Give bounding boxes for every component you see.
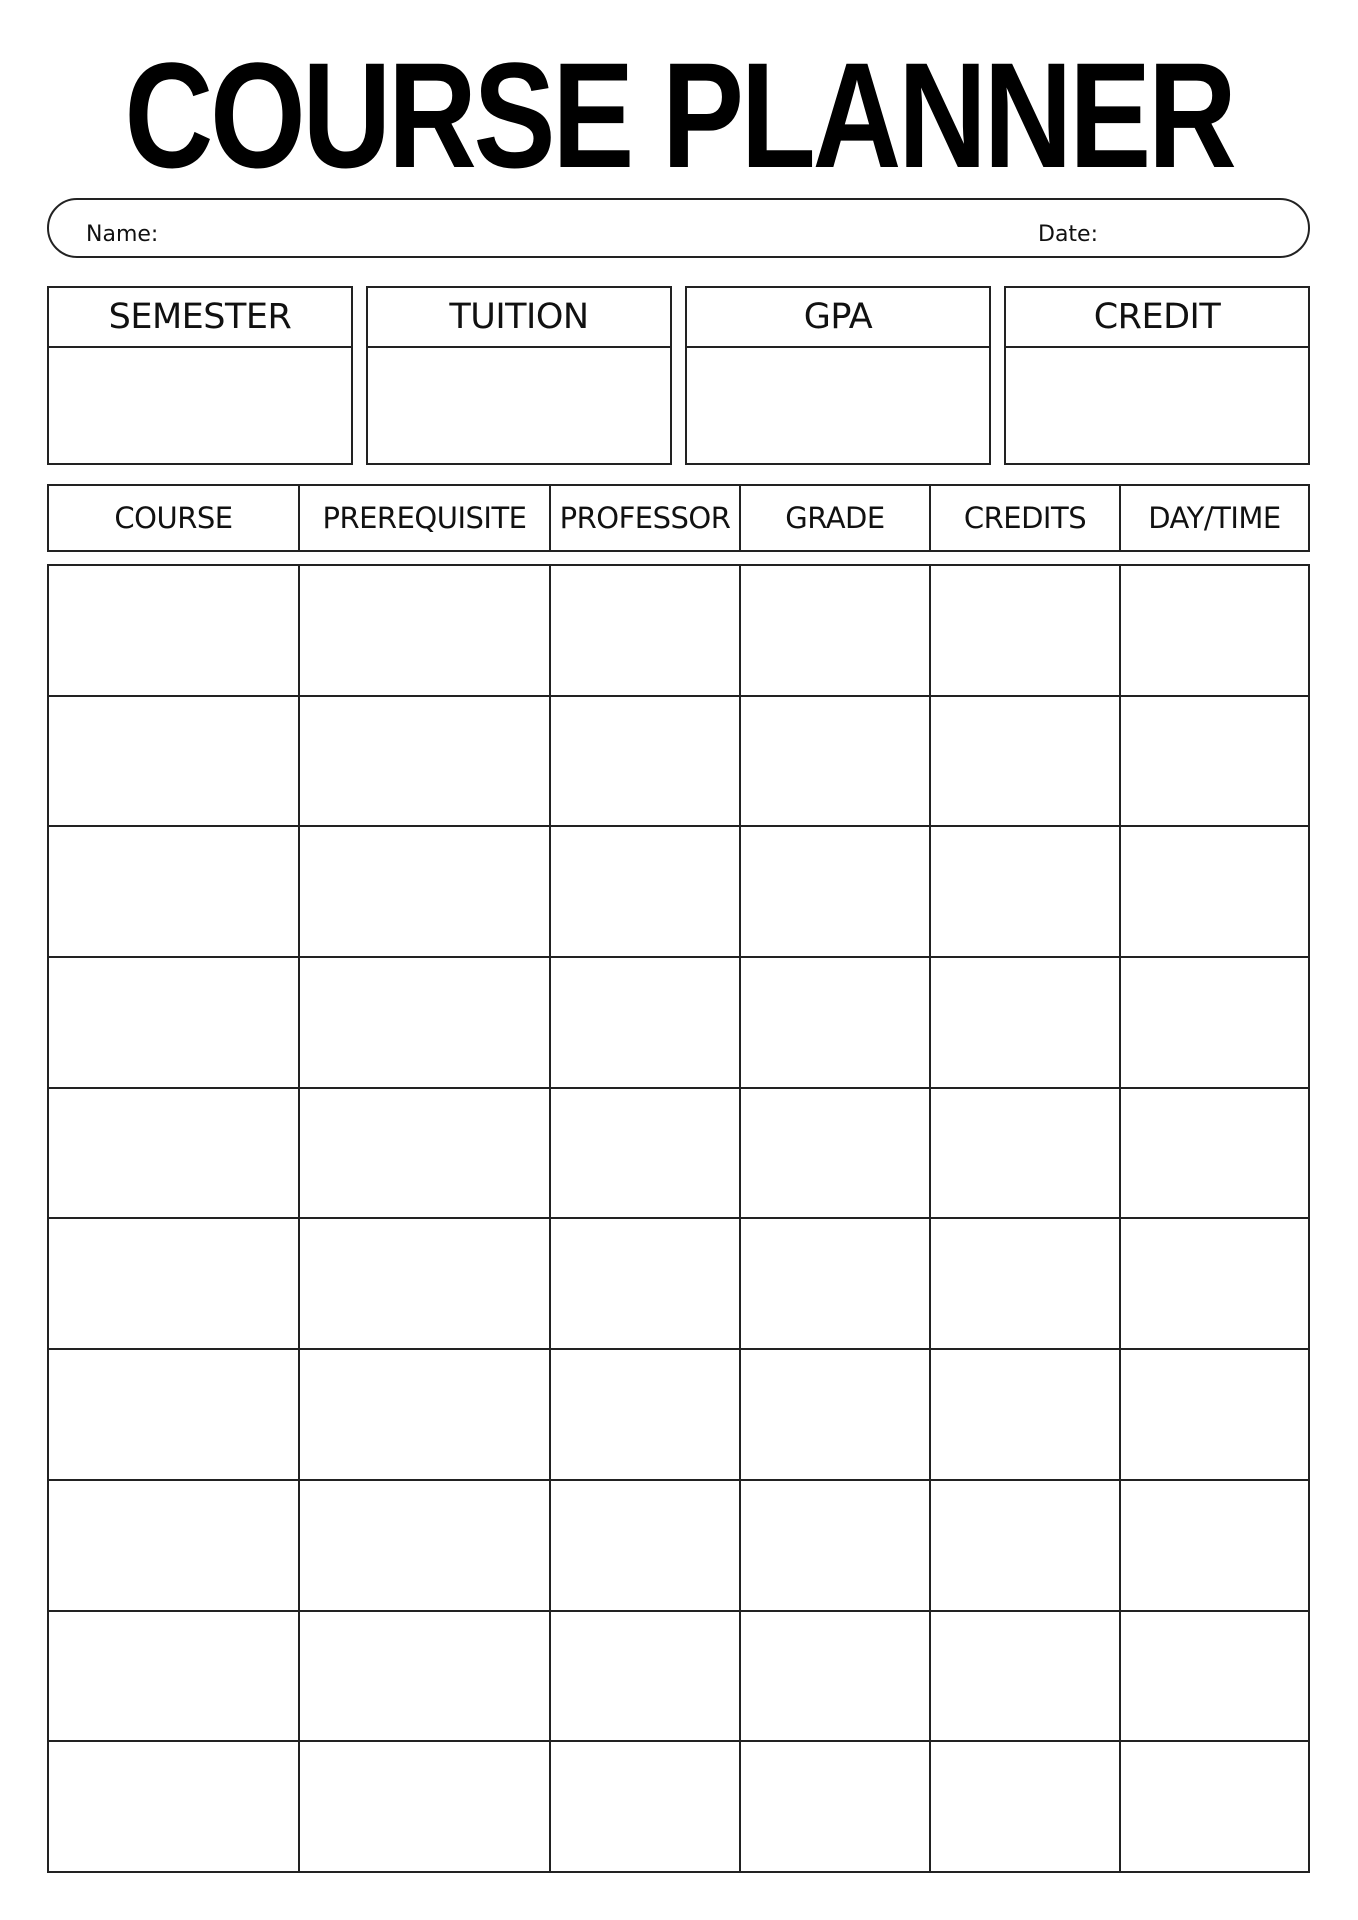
table-cell-day-time[interactable] — [1121, 1219, 1308, 1348]
summary-label-semester: SEMESTER — [49, 288, 351, 348]
table-row — [49, 1350, 1308, 1481]
course-table — [47, 564, 1310, 1873]
table-cell-course[interactable] — [49, 827, 300, 956]
table-cell-credits[interactable] — [931, 1350, 1121, 1479]
column-header-day-time: DAY/TIME — [1148, 501, 1281, 535]
table-cell-grade[interactable] — [741, 1089, 931, 1218]
table-cell-prerequisite[interactable] — [300, 958, 551, 1087]
table-cell-prerequisite[interactable] — [300, 1742, 551, 1873]
table-row — [49, 1612, 1308, 1743]
table-cell-professor[interactable] — [551, 827, 741, 956]
table-cell-credits[interactable] — [931, 827, 1121, 956]
table-cell-course[interactable] — [49, 958, 300, 1087]
table-cell-credits[interactable] — [931, 958, 1121, 1087]
summary-box-semester — [47, 286, 353, 465]
table-cell-professor[interactable] — [551, 1219, 741, 1348]
table-cell-grade[interactable] — [741, 1350, 931, 1479]
column-header-prerequisite: PREREQUISITE — [300, 486, 551, 550]
table-cell-grade[interactable] — [741, 1612, 931, 1741]
name-date-bar — [47, 198, 1310, 258]
table-cell-prerequisite[interactable] — [300, 827, 551, 956]
table-cell-grade[interactable] — [741, 958, 931, 1087]
table-cell-prerequisite[interactable] — [300, 566, 551, 695]
table-cell-grade[interactable] — [741, 1481, 931, 1610]
table-row — [49, 827, 1308, 958]
table-cell-prerequisite[interactable] — [300, 1219, 551, 1348]
table-cell-grade[interactable] — [741, 566, 931, 695]
table-row — [49, 958, 1308, 1089]
table-cell-credits[interactable] — [931, 1089, 1121, 1218]
table-cell-prerequisite[interactable] — [300, 1612, 551, 1741]
table-cell-professor[interactable] — [551, 1089, 741, 1218]
table-cell-day-time[interactable] — [1121, 827, 1308, 956]
table-cell-course[interactable] — [49, 1742, 300, 1873]
summary-box-gpa — [685, 286, 991, 465]
table-cell-day-time[interactable] — [1121, 697, 1308, 826]
column-header-course: COURSE — [49, 486, 300, 550]
column-header-professor: PROFESSOR — [551, 486, 741, 550]
column-header-grade: GRADE — [741, 486, 931, 550]
table-cell-grade[interactable] — [741, 1219, 931, 1348]
table-cell-professor[interactable] — [551, 1350, 741, 1479]
table-row — [49, 566, 1308, 697]
column-header-credits: CREDITS — [931, 486, 1121, 550]
table-cell-course[interactable] — [49, 1350, 300, 1479]
table-cell-professor[interactable] — [551, 958, 741, 1087]
summary-label-credit: CREDIT — [1006, 288, 1308, 348]
table-cell-grade[interactable] — [741, 827, 931, 956]
summary-label-tuition: TUITION — [368, 288, 670, 348]
table-cell-day-time[interactable] — [1121, 566, 1308, 695]
table-cell-grade[interactable] — [741, 697, 931, 826]
table-row — [49, 1219, 1308, 1350]
table-cell-credits[interactable] — [931, 1612, 1121, 1741]
table-cell-course[interactable] — [49, 1481, 300, 1610]
table-cell-prerequisite[interactable] — [300, 1089, 551, 1218]
table-cell-credits[interactable] — [931, 697, 1121, 826]
summary-box-credit — [1004, 286, 1310, 465]
summary-box-tuition — [366, 286, 672, 465]
table-cell-credits[interactable] — [931, 1219, 1121, 1348]
table-cell-day-time[interactable] — [1121, 1350, 1308, 1479]
table-cell-course[interactable] — [49, 697, 300, 826]
name-label[interactable]: Name: — [86, 222, 159, 247]
table-cell-prerequisite[interactable] — [300, 1350, 551, 1479]
table-row — [49, 1742, 1308, 1873]
table-header — [47, 484, 1310, 552]
table-cell-day-time[interactable] — [1121, 1742, 1308, 1873]
date-label[interactable]: Date: — [1038, 222, 1098, 247]
table-cell-course[interactable] — [49, 566, 300, 695]
table-cell-professor[interactable] — [551, 566, 741, 695]
table-cell-grade[interactable] — [741, 1742, 931, 1873]
page-title: COURSE PLANNER — [124, 31, 1234, 199]
table-cell-prerequisite[interactable] — [300, 697, 551, 826]
table-cell-credits[interactable] — [931, 566, 1121, 695]
table-cell-course[interactable] — [49, 1219, 300, 1348]
table-cell-credits[interactable] — [931, 1481, 1121, 1610]
table-cell-professor[interactable] — [551, 1612, 741, 1741]
table-cell-day-time[interactable] — [1121, 1481, 1308, 1610]
table-cell-day-time[interactable] — [1121, 958, 1308, 1087]
table-row — [49, 1089, 1308, 1220]
table-cell-course[interactable] — [49, 1089, 300, 1218]
table-cell-day-time[interactable] — [1121, 1612, 1308, 1741]
table-cell-professor[interactable] — [551, 1742, 741, 1873]
table-row — [49, 1481, 1308, 1612]
table-cell-professor[interactable] — [551, 1481, 741, 1610]
table-cell-credits[interactable] — [931, 1742, 1121, 1873]
table-cell-day-time[interactable] — [1121, 1089, 1308, 1218]
table-cell-professor[interactable] — [551, 697, 741, 826]
table-row — [49, 697, 1308, 828]
summary-label-gpa: GPA — [687, 288, 989, 348]
table-cell-prerequisite[interactable] — [300, 1481, 551, 1610]
table-cell-course[interactable] — [49, 1612, 300, 1741]
